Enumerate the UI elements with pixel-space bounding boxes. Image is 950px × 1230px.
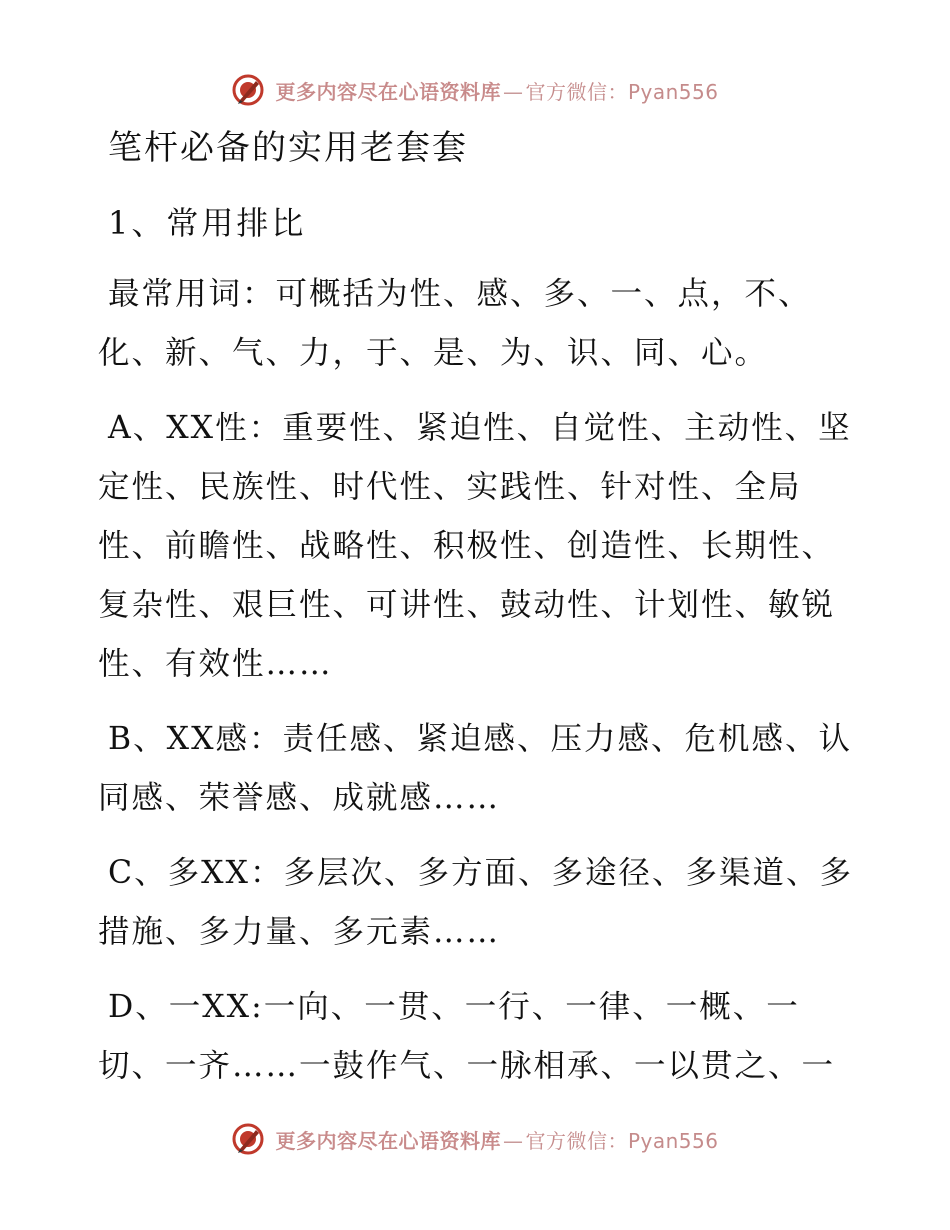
document-body <box>98 118 858 1112</box>
paragraph-label: C、多XX： <box>108 855 284 891</box>
paragraph-text: 可概括为性、感、多、一、点，不、化、新、气、力，于、是、为、识、同、心。 <box>98 276 812 371</box>
footer-banner-text <box>275 1125 718 1154</box>
footer-banner <box>0 1117 950 1161</box>
paragraph-label: D、一XX: <box>108 989 264 1025</box>
paragraph-label: A、XX性： <box>108 410 283 446</box>
paragraph-common-words <box>98 265 858 383</box>
footer-contact: 官方微信：Pyan556 <box>525 1128 719 1153</box>
paragraph-text: 多层次、多方面、多途径、多渠道、多措施、多力量、多元素…… <box>98 855 853 950</box>
pen-logo-icon <box>231 1122 265 1156</box>
paragraph-label: 最常用词： <box>108 276 276 312</box>
header-banner <box>0 68 950 112</box>
footer-separator: — <box>502 1128 524 1153</box>
header-brand: 更多内容尽在心语资料库 <box>275 79 501 104</box>
paragraph-yi <box>98 978 858 1096</box>
paragraph-text: 重要性、紧迫性、自觉性、主动性、坚定性、民族性、时代性、实践性、针对性、全局性、前瞻性、战略性、积极性、创造性、长期性、复杂性、艰巨性、可讲性、鼓动性、计划性、敏锐性、有效性…… <box>98 410 852 682</box>
paragraph-text: 一向、一贯、一行、一律、一概、一切、一齐……一鼓作气、一脉相承、一以贯之、一 <box>98 989 836 1084</box>
paragraph-label: B、XX感： <box>108 721 283 757</box>
section-heading: 1、常用排比 <box>108 204 307 242</box>
paragraph-text: 责任感、紧迫感、压力感、危机感、认同感、荣誉感、成就感…… <box>98 721 853 816</box>
header-separator: — <box>502 79 524 104</box>
paragraph-duo <box>98 844 858 962</box>
footer-brand: 更多内容尽在心语资料库 <box>275 1128 501 1153</box>
document-title: 笔杆必备的实用老套套 <box>108 128 468 168</box>
header-banner-text <box>275 76 718 105</box>
header-contact: 官方微信：Pyan556 <box>525 79 719 104</box>
paragraph-gan <box>98 710 858 828</box>
paragraph-xing <box>98 399 858 694</box>
pen-logo-icon <box>231 73 265 107</box>
